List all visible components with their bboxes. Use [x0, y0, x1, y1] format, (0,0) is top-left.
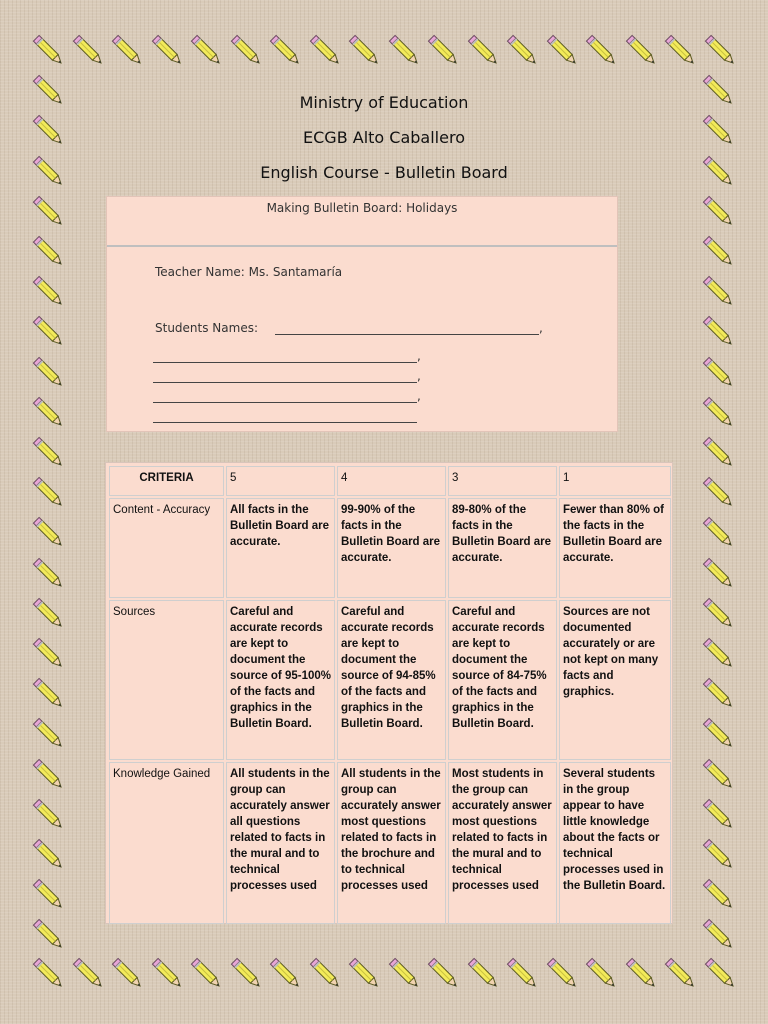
- pencil-icon: [30, 836, 68, 874]
- pencil-icon: [662, 955, 700, 993]
- pencil-icon: [30, 313, 68, 351]
- table-cell: Most students in the group can accurately answer most questions related to facts in the mural and to technical processes used: [448, 762, 557, 924]
- pencil-icon: [465, 955, 503, 993]
- pencil-icon: [30, 394, 68, 432]
- column-header: 4: [337, 466, 446, 496]
- table-cell: 99-90% of the facts in the Bulletin Board are accurate.: [337, 498, 446, 598]
- pencil-icon: [504, 32, 542, 70]
- pencil-icon: [346, 32, 384, 70]
- pencil-icon: [30, 756, 68, 794]
- pencil-icon: [700, 876, 738, 914]
- pencil-icon: [702, 32, 740, 70]
- student-name-field[interactable]: [153, 369, 421, 383]
- table-cell: Sources are not documented accurately or are not kept on many facts and graphics.: [559, 600, 671, 760]
- pencil-icon: [700, 796, 738, 834]
- info-box: [106, 196, 618, 432]
- pencil-icon: [700, 474, 738, 512]
- field-comma: ,: [417, 369, 421, 383]
- activity-title: Making Bulletin Board: Holidays: [266, 201, 458, 215]
- pencil-icon: [30, 675, 68, 713]
- pencil-icon: [700, 273, 738, 311]
- pencil-icon: [30, 233, 68, 271]
- pencil-icon: [30, 273, 68, 311]
- pencil-icon: [30, 876, 68, 914]
- column-header: 5: [226, 466, 335, 496]
- student-name-field[interactable]: [275, 321, 543, 335]
- table-row: [109, 498, 671, 598]
- pencil-icon: [700, 514, 738, 552]
- field-comma: ,: [539, 321, 543, 335]
- pencil-icon: [583, 32, 621, 70]
- pencil-icon: [700, 394, 738, 432]
- pencil-icon: [30, 916, 68, 954]
- pencil-icon: [307, 955, 345, 993]
- pencil-icon: [544, 32, 582, 70]
- pencil-icon: [700, 193, 738, 231]
- table-cell: Several students in the group appear to have little knowledge about the facts or technical processes used in the Bulletin Board.: [559, 762, 671, 924]
- pencil-icon: [30, 595, 68, 633]
- criteria-cell: Knowledge Gained: [109, 762, 224, 924]
- pencil-icon: [700, 595, 738, 633]
- divider: [107, 245, 617, 247]
- pencil-icon: [267, 955, 305, 993]
- pencil-icon: [386, 955, 424, 993]
- column-header: 1: [559, 466, 671, 496]
- pencil-icon: [30, 354, 68, 392]
- pencil-icon: [700, 313, 738, 351]
- pencil-icon: [386, 32, 424, 70]
- pencil-icon: [30, 32, 68, 70]
- table-row: [109, 600, 671, 760]
- pencil-icon: [109, 955, 147, 993]
- pencil-icon: [700, 434, 738, 472]
- pencil-icon: [700, 354, 738, 392]
- pencil-icon: [662, 32, 700, 70]
- student-name-field[interactable]: [153, 349, 421, 363]
- pencil-icon: [700, 635, 738, 673]
- pencil-icon: [267, 32, 305, 70]
- table-cell: Careful and accurate records are kept to document the source of 95-100% of the facts and graphics in the Bulletin Board.: [226, 600, 335, 760]
- table-row: [109, 762, 671, 924]
- student-name-field[interactable]: [153, 389, 421, 403]
- pencil-icon: [700, 756, 738, 794]
- pencil-icon: [700, 675, 738, 713]
- pencil-icon: [544, 955, 582, 993]
- pencil-icon: [346, 955, 384, 993]
- pencil-icon: [623, 32, 661, 70]
- pencil-icon: [188, 32, 226, 70]
- ministry-title: Ministry of Education: [299, 93, 469, 112]
- table-cell: Careful and accurate records are kept to document the source of 84-75% of the facts and graphics in the Bulletin Board.: [448, 600, 557, 760]
- table-cell: All students in the group can accurately answer most questions related to facts in the brochure and to technical processes used: [337, 762, 446, 924]
- pencil-icon: [30, 635, 68, 673]
- students-label: [155, 321, 258, 335]
- pencil-icon: [228, 32, 266, 70]
- pencil-icon: [30, 796, 68, 834]
- rubric-table: [105, 462, 673, 924]
- pencil-icon: [700, 555, 738, 593]
- table-cell: All students in the group can accurately answer all questions related to facts in the mural and to technical processes used: [226, 762, 335, 924]
- table-cell: 89-80% of the facts in the Bulletin Board are accurate.: [448, 498, 557, 598]
- pencil-icon: [30, 434, 68, 472]
- school-name: ECGB Alto Caballero: [303, 128, 465, 147]
- pencil-icon: [700, 233, 738, 271]
- criteria-cell: Content - Accuracy: [109, 498, 224, 598]
- table-cell: Careful and accurate records are kept to document the source of 94-85% of the facts and graphics in the Bulletin Board.: [337, 600, 446, 760]
- pencil-icon: [228, 955, 266, 993]
- table-header-row: [109, 466, 671, 496]
- pencil-icon: [30, 955, 68, 993]
- document-header: [0, 88, 768, 193]
- column-header: CRITERIA: [109, 466, 224, 496]
- pencil-icon: [188, 955, 226, 993]
- pencil-icon: [700, 916, 738, 954]
- pencil-icon: [149, 955, 187, 993]
- pencil-icon: [70, 955, 108, 993]
- column-header: 3: [448, 466, 557, 496]
- pencil-icon: [307, 32, 345, 70]
- table-cell: Fewer than 80% of the facts in the Bulletin Board are accurate.: [559, 498, 671, 598]
- pencil-icon: [30, 514, 68, 552]
- students-label-text: Students Names:: [155, 321, 259, 335]
- field-comma: ,: [417, 389, 421, 403]
- criteria-cell: Sources: [109, 600, 224, 760]
- pencil-icon: [109, 32, 147, 70]
- teacher-name: Teacher Name: Ms. Santamaría: [155, 265, 343, 279]
- pencil-icon: [70, 32, 108, 70]
- pencil-icon: [30, 193, 68, 231]
- pencil-icon: [583, 955, 621, 993]
- course-title: English Course - Bulletin Board: [260, 163, 508, 182]
- field-comma: ,: [417, 349, 421, 363]
- pencil-icon: [623, 955, 661, 993]
- pencil-icon: [700, 836, 738, 874]
- pencil-icon: [149, 32, 187, 70]
- pencil-icon: [30, 474, 68, 512]
- pencil-icon: [425, 955, 463, 993]
- student-name-field[interactable]: [153, 409, 417, 423]
- pencil-icon: [465, 32, 503, 70]
- pencil-icon: [30, 555, 68, 593]
- pencil-icon: [504, 955, 542, 993]
- pencil-icon: [702, 955, 740, 993]
- pencil-icon: [425, 32, 463, 70]
- pencil-icon: [700, 715, 738, 753]
- table-cell: All facts in the Bulletin Board are accurate.: [226, 498, 335, 598]
- pencil-icon: [30, 715, 68, 753]
